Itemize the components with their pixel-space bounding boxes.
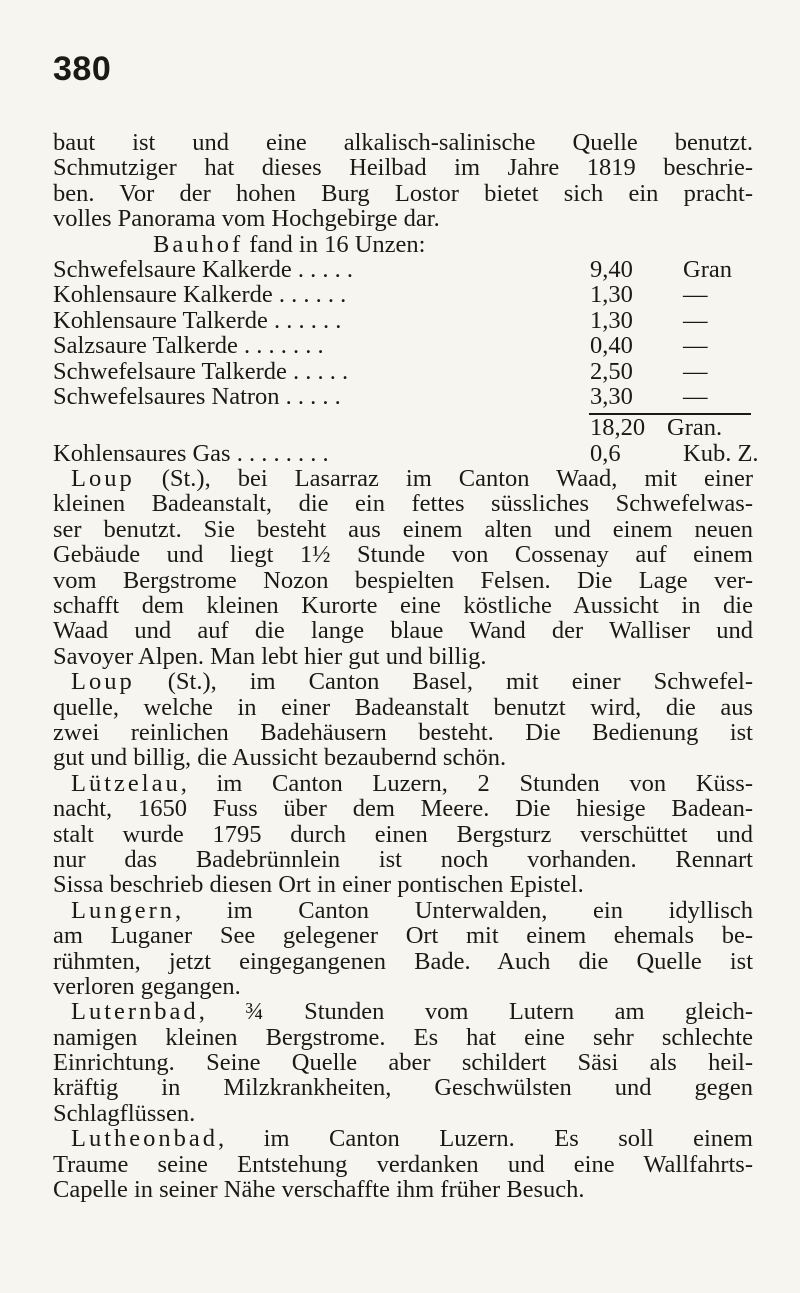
substance-value: 0,40 — [590, 332, 633, 360]
text-line: baut ist und eine alkalisch-salinische Quelle benutzt. — [53, 129, 753, 156]
total-value: 18,20 — [590, 414, 646, 442]
text-line: Savoyer Alpen. Man lebt hier gut und billig. — [53, 642, 487, 670]
substance-name: Kohlensaure Talkerde . . . . . . — [53, 306, 342, 334]
text-line: schafft dem kleinen Kurorte eine köstliche Aussicht in die — [53, 592, 753, 620]
entry-head: Lungern — [71, 896, 175, 924]
gas-value: 0,6 — [590, 439, 621, 467]
table-heading-text: fand in 16 Unzen: — [249, 230, 426, 258]
substance-unit: — — [683, 382, 708, 410]
substance-name: Schwefelsaures Natron . . . . . — [53, 382, 341, 410]
text-line: nacht, 1650 Fuss über dem Meere. Die hiesige Badean- — [53, 795, 753, 823]
table-row — [53, 308, 753, 333]
text-line: Lützelau, im Canton Luzern, 2 Stunden von Küss- — [71, 769, 753, 797]
text-line: Lungern, im Canton Unterwalden, ein idyllisch — [71, 896, 753, 924]
text-line: Lutheonbad, im Canton Luzern. Es soll einem — [71, 1125, 753, 1153]
entry-luetzelau — [53, 771, 753, 898]
entry-luternbad — [53, 999, 753, 1126]
substance-value: 1,30 — [590, 281, 633, 309]
text-line: stalt wurde 1795 durch einen Bergsturz verschüttet und — [53, 820, 753, 848]
entry-head: Lutheonbad — [71, 1125, 219, 1153]
entry-head: Luternbad — [71, 998, 199, 1026]
total-unit: Gran. — [667, 414, 723, 442]
substance-unit: Gran — [683, 255, 732, 283]
substance-unit: — — [683, 306, 708, 334]
table-row — [53, 282, 753, 307]
substance-value: 3,30 — [590, 382, 633, 410]
substance-value: 2,50 — [590, 357, 633, 385]
gas-unit: Kub. Z. — [683, 439, 759, 467]
substance-name: Schwefelsaure Talkerde . . . . . — [53, 357, 349, 385]
entry-head: Loup — [71, 668, 135, 696]
table-row — [53, 359, 753, 384]
table-row — [53, 333, 753, 358]
text-line: ser benutzt. Sie besteht aus einem alten und einem neuen — [53, 515, 753, 543]
substance-name: Schwefelsaure Kalkerde . . . . . — [53, 255, 354, 283]
entry-head: Loup — [71, 465, 135, 493]
substance-unit: — — [683, 281, 708, 309]
text-line: ben. Vor der hohen Burg Lostor bietet sich ein pracht- — [53, 179, 753, 207]
substance-name: Kohlensaure Kalkerde . . . . . . — [53, 281, 347, 309]
entry-loup-waad — [53, 466, 753, 669]
substance-name: Salzsaure Talkerde . . . . . . . — [53, 332, 324, 360]
text-line: Traume seine Entstehung verdanken und eine Wallfahrts- — [53, 1150, 753, 1178]
text-line: nur das Badebrünnlein ist noch vorhanden. Rennart — [53, 845, 753, 873]
table-row — [53, 257, 753, 282]
text-line: verloren gegangen. — [53, 972, 241, 1000]
entry-loup-basel — [53, 669, 753, 771]
substance-unit: — — [683, 332, 708, 360]
substance-unit: — — [683, 357, 708, 385]
page-number: 380 — [53, 50, 112, 88]
text-line: vom Bergstrome Nozon bespielten Felsen. Die Lage ver- — [53, 566, 753, 594]
gas-row — [53, 439, 759, 467]
table-total-row — [589, 413, 751, 440]
text-line: namigen kleinen Bergstrome. Es hat eine sehr schlechte — [53, 1023, 753, 1051]
intro-paragraph — [53, 130, 753, 232]
text-line: Gebäude und liegt 1½ Stunde von Cossenay auf einem — [53, 541, 753, 569]
text-line: zwei reinlichen Badehäusern besteht. Die Bedienung ist — [53, 718, 753, 746]
text-line: Sissa beschrieb diesen Ort in einer pontischen Epistel. — [53, 871, 584, 899]
entry-head: Lützelau — [71, 769, 181, 797]
text-line: Luternbad, ¾ Stunden vom Lutern am gleich- — [71, 998, 753, 1026]
composition-table — [53, 255, 759, 467]
text-line: rühmten, jetzt eingegangenen Bade. Auch die Quelle ist — [53, 947, 753, 975]
gas-name: Kohlensaures Gas . . . . . . . . — [53, 439, 329, 467]
text-line: Loup (St.), bei Lasarraz im Canton Waad, mit einer — [71, 465, 753, 493]
text-line: kräftig in Milzkrankheiten, Geschwülsten und gegen — [53, 1074, 753, 1102]
text-line: gut und billig, die Aussicht bezaubernd schön. — [53, 744, 507, 772]
page-body — [53, 129, 759, 1204]
text-line: Schlagflüssen. — [53, 1099, 196, 1127]
text-line: Loup (St.), im Canton Basel, mit einer Schwefel- — [71, 668, 753, 696]
text-line: Capelle in seiner Nähe verschaffte ihm früher Besuch. — [53, 1176, 585, 1204]
table-heading — [53, 232, 753, 257]
place-name: Bauhof — [153, 230, 244, 258]
text-line: Waad und auf die lange blaue Wand der Walliser und — [53, 617, 753, 645]
table-row — [53, 384, 753, 409]
text-line: am Luganer See gelegener Ort mit einem ehemals be- — [53, 922, 753, 950]
substance-value: 9,40 — [590, 255, 633, 283]
substance-value: 1,30 — [590, 306, 633, 334]
entry-lungern — [53, 898, 753, 1000]
text-line: Einrichtung. Seine Quelle aber schildert Säsi als heil- — [53, 1049, 753, 1077]
text-line: Schmutziger hat dieses Heilbad im Jahre 1819 beschrie- — [53, 154, 753, 182]
text-line: quelle, welche in einer Badeanstalt benutzt wird, die aus — [53, 693, 753, 721]
text-line: volles Panorama vom Hochgebirge dar. — [53, 205, 440, 233]
text-line: kleinen Badeanstalt, die ein fettes süssliches Schwefelwas- — [53, 490, 753, 518]
entry-lutheonbad — [53, 1126, 753, 1202]
